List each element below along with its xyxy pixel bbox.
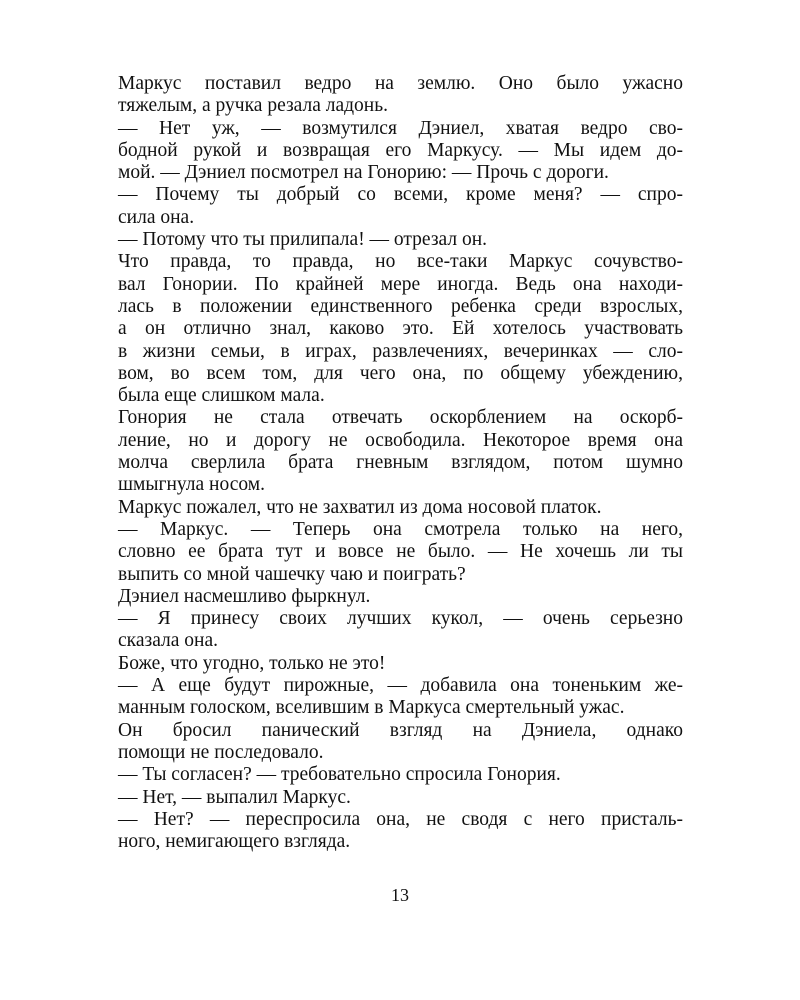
text-line: — Нет уж, — возмутился Дэниел, хватая ведро сво- [118,117,683,139]
text-line: манным голоском, вселившим в Маркуса смертельный ужас. [118,697,625,719]
page-number: 13 [391,885,409,905]
text-line: молча сверлила брата гневным взглядом, потом шумно [118,452,683,474]
text-line: выпить со мной чашечку чаю и поиграть? [118,563,466,585]
text-line: — Почему ты добрый со всеми, кроме меня? — спро- [118,184,683,206]
text-line: — А еще будут пирожные, — добавила она тоненьким же- [118,675,683,697]
text-line: а он отлично знал, каково это. Ей хотелось участвовать [118,318,683,340]
text-line: тяжелым, а ручка резала ладонь. [118,95,389,117]
body-text [118,73,683,853]
text-line: — Маркус. — Теперь она смотрела только на него, [118,518,683,540]
text-line: Маркус пожалел, что не захватил из дома носовой платок. [118,496,602,518]
text-line: Маркус поставил ведро на землю. Оно было ужасно [118,73,683,94]
text-line: Он бросил панический взгляд на Дэниела, однако [118,719,683,741]
text-line: сила она. [118,206,195,228]
text-line: Что правда, то правда, но все-таки Маркус сочувство- [118,251,683,273]
text-line: Боже, что угодно, только не это! [118,652,386,674]
text-line: в жизни семьи, в играх, развлечениях, вечеринках — сло- [118,340,683,362]
text-line: мой. — Дэниел посмотрел на Гонорию: — Прочь с дороги. [118,162,609,184]
text-line: словно ее брата тут и вовсе не было. — Не хочешь ли ты [118,541,683,563]
text-line: — Потому что ты прилипала! — отрезал он. [118,229,488,251]
text-line: была еще слишком мала. [118,385,325,407]
text-line: — Я принесу своих лучших кукол, — очень серьезно [118,608,683,630]
text-line: — Ты согласен? — требовательно спросила Гонория. [118,764,561,786]
text-line: помощи не последовало. [118,741,324,763]
text-line: сказала она. [118,630,218,652]
text-line: вал Гонории. По крайней мере иногда. Ведь она находи- [118,273,683,295]
text-line: шмыгнула носом. [118,474,265,496]
text-line: Гонория не стала отвечать оскорблением на оскорб- [118,407,683,429]
text-line: вом, во всем том, для чего она, по общему убеждению, [118,362,683,384]
text-line: — Нет, — выпалил Маркус. [118,786,351,808]
text-line: ление, но и дорогу не освободила. Некоторое время она [118,429,683,451]
text-line: — Нет? — переспросила она, не сводя с него присталь- [118,808,683,830]
text-line: ного, немигающего взгляда. [118,831,351,853]
text-line: лась в положении единственного ребенка среди взрослых, [118,295,683,317]
text-line: бодной рукой и возвращая его Маркусу. — Мы идем до- [118,139,683,161]
text-line: Дэниел насмешливо фыркнул. [118,585,371,607]
